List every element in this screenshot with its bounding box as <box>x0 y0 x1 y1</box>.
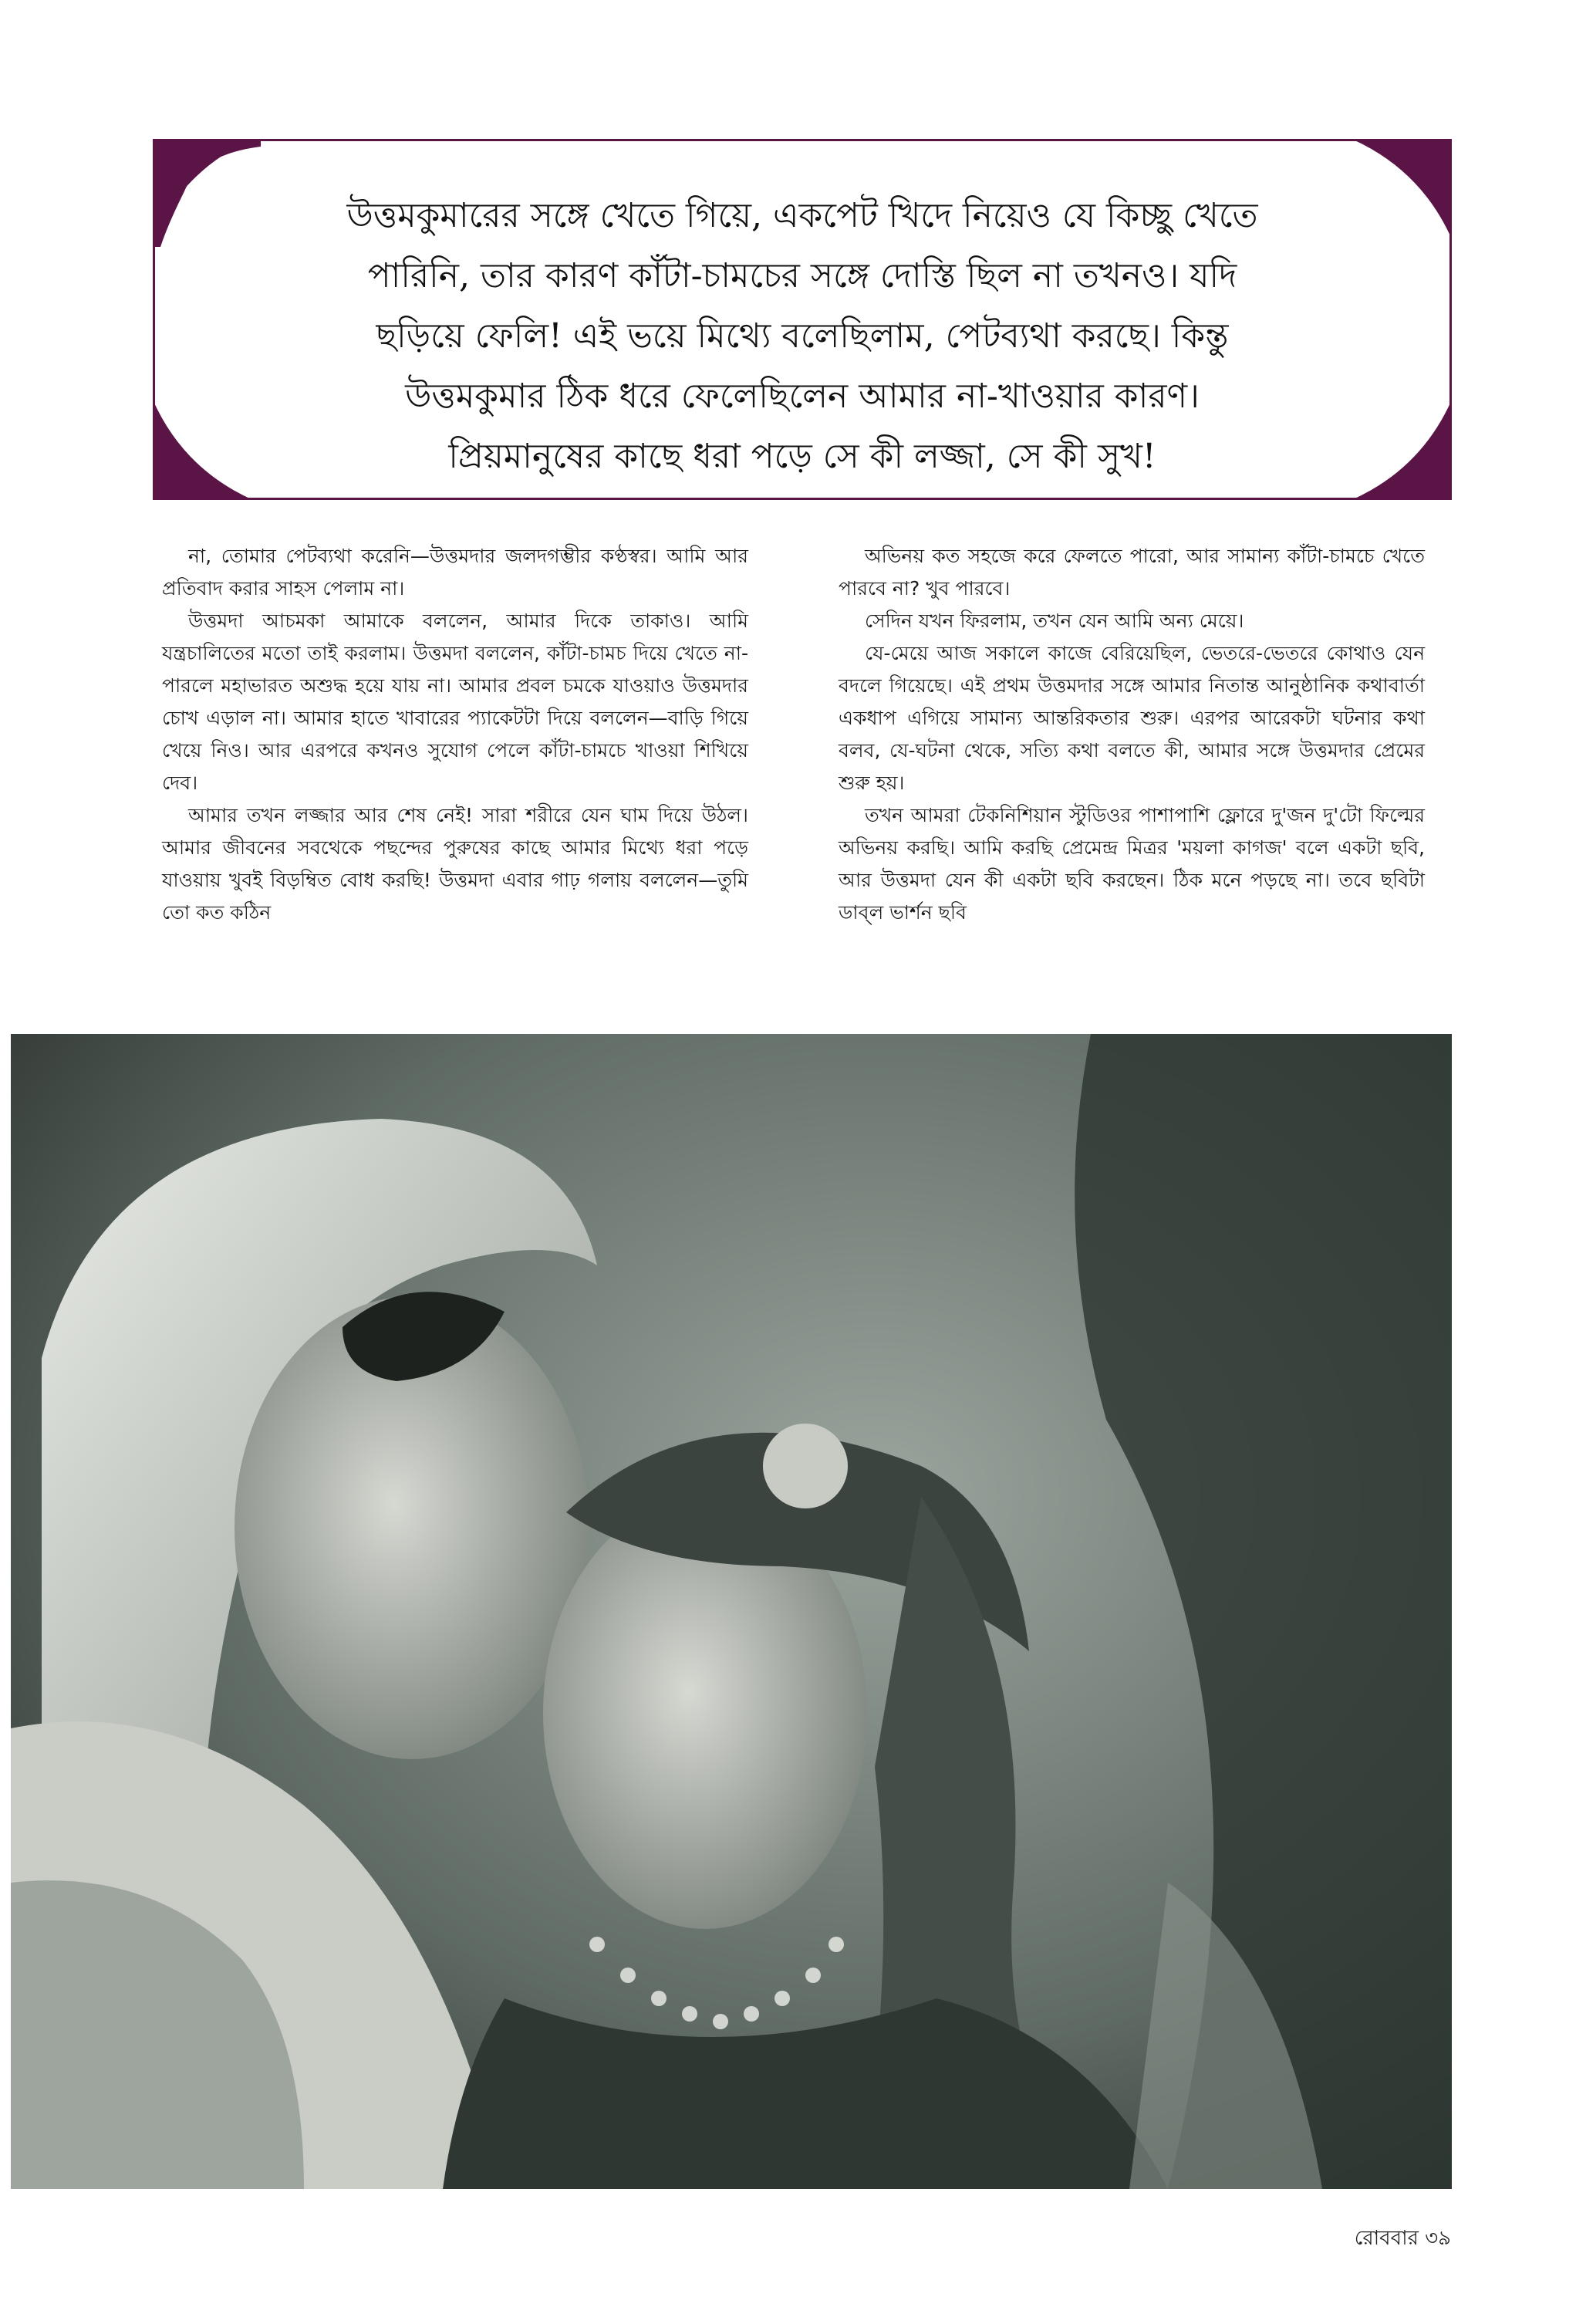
film-still-illustration <box>11 1034 1452 2189</box>
pull-quote <box>153 139 1452 500</box>
page-folio: রোববার ৩৯ <box>1354 2227 1451 2250</box>
pull-quote-line: উত্তমকুমার ঠিক ধরে ফেলেছিলেন আমার না-খাওয়ার কারণ। <box>405 377 1200 416</box>
article-column-left <box>162 540 748 929</box>
article-paragraph: যে-মেয়ে আজ সকালে কাজে বেরিয়েছিল, ভেতরে-ভেতরে কোথাও যেন বদলে গিয়েছে। এই প্রথম উত্তমদার সঙ্গে আমার নিতান্ত আনুষ্ঠানিক কথাবার্তা একধাপ এগিয়ে সামান্য আন্তরিকতার শুরু। এরপর আরেকটা ঘটনার কথা বলব, যে-ঘটনা থেকে, সত্যি কথা বলতে কী, আমার সঙ্গে উত্তমদার প্রেমের শুরু হয়। <box>839 642 1425 794</box>
article-paragraph: তখন আমরা টেকনিশিয়ান স্টুডিওর পাশাপাশি ফ্লোরে দু'জন দু'টো ফিল্মের অভিনয় করছি। আমি করছি প্রেমেন্দ্র মিত্রর 'ময়লা কাগজ' বলে একটা ছবি, আর উত্তমদা যেন কী একটা ছবি করছেন। ঠিক মনে পড়ছে না। তবে ছবিটা ডাব্‌ল ভার্শন ছবি <box>839 804 1425 924</box>
article-paragraph: সেদিন যখন ফিরলাম, তখন যেন আমি অন্য মেয়ে। <box>865 610 1244 632</box>
article-paragraph: না, তোমার পেটব্যথা করেনি—উত্তমদার জলদগম্ভীর কণ্ঠস্বর। আমি আর প্রতিবাদ করার সাহস পেলাম না। <box>162 545 748 600</box>
article-paragraph: অভিনয় কত সহজে করে ফেলতে পারো, আর সামান্য কাঁটা-চামচে খেতে পারবে না? খুব পারবে। <box>839 545 1425 600</box>
film-still-photo <box>11 1034 1452 2189</box>
pull-quote-line: ছড়িয়ে ফেলি! এই ভয়ে মিথ্যে বলেছিলাম, পেটব্যথা করছে। কিন্তু <box>376 316 1229 356</box>
pull-quote-text <box>224 186 1380 487</box>
article-paragraph: উত্তমদা আচমকা আমাকে বললেন, আমার দিকে তাকাও। আমি যন্ত্রচালিতের মতো তাই করলাম। উত্তমদা বললেন, কাঁটা-চামচ দিয়ে খেতে না-পারলে মহাভারত অশুদ্ধ হয়ে যায় না। আমার প্রবল চমকে যাওয়াও উত্তমদার চোখ এড়াল না। আমার হাতে খাবারের প্যাকেটটা দিয়ে বললেন—বাড়ি গিয়ে খেয়ে নিও। আর এরপরে কখনও সুযোগ পেলে কাঁটা-চামচে খাওয়া শিখিয়ে দেব। <box>162 610 748 794</box>
pull-quote-line: উত্তমকুমারের সঙ্গে খেতে গিয়ে, একপেট খিদে নিয়েও যে কিচ্ছু খেতে <box>346 196 1258 235</box>
article-column-right <box>839 540 1425 929</box>
pull-quote-line: পারিনি, তার কারণ কাঁটা-চামচের সঙ্গে দোস্তি ছিল না তখনও। যদি <box>367 256 1237 296</box>
article-paragraph: আমার তখন লজ্জার আর শেষ নেই! সারা শরীরে যেন ঘাম দিয়ে উঠল। আমার জীবনের সবথেকে পছন্দের পুরুষের কাছে আমার মিথ্যে ধরা পড়ে যাওয়ায় খুবই বিড়ম্বিত বোধ করছি! উত্তমদা এবার গাঢ় গলায় বললেন—তুমি তো কত কঠিন <box>162 804 748 924</box>
pull-quote-line: প্রিয়মানুষের কাছে ধরা পড়ে সে কী লজ্জা, সে কী সুখ! <box>448 437 1156 476</box>
